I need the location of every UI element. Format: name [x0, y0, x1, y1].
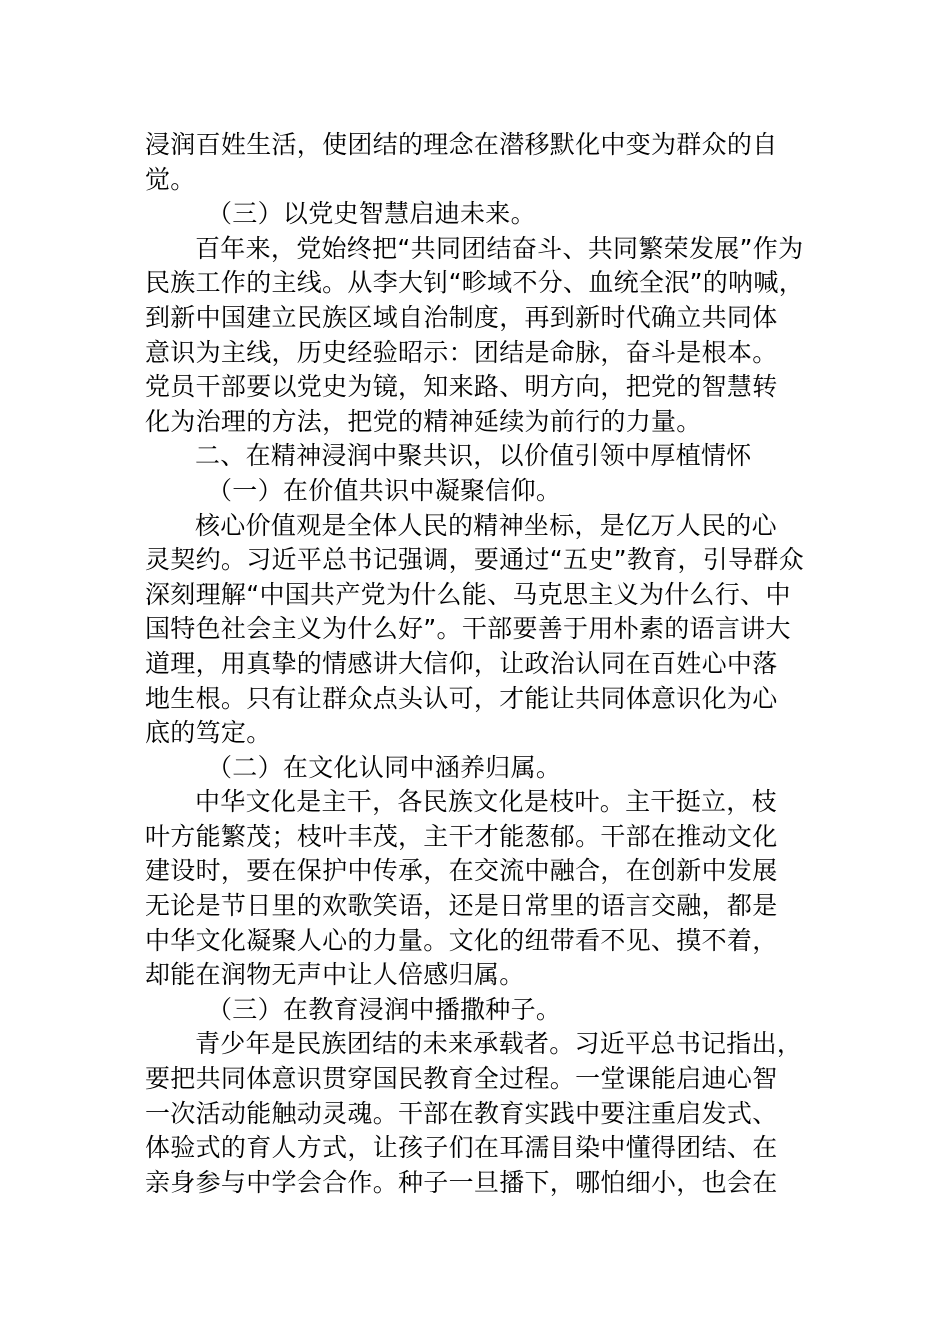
paragraph-line: 叶方能繁茂；枝叶丰茂，主干才能葱郁。干部在推动文化	[145, 821, 778, 851]
paragraph-line: 党员干部要以党史为镜，知来路、明方向，把党的智慧转	[145, 372, 778, 402]
paragraph-line: 觉。	[145, 164, 196, 194]
paragraph-line: 化为治理的方法，把党的精神延续为前行的力量。	[145, 406, 702, 436]
paragraph-line: 到新中国建立民族区域自治制度，再到新时代确立共同体	[145, 302, 778, 332]
paragraph-line: 体验式的育人方式，让孩子们在耳濡目染中懂得团结、在	[145, 1133, 778, 1163]
paragraph-line: 一次活动能触动灵魂。干部在教育实践中要注重启发式、	[145, 1098, 778, 1128]
paragraph-line: 深刻理解“中国共产党为什么能、马克思主义为什么行、中	[145, 579, 791, 609]
paragraph-line: 青少年是民族团结的未来承载者。习近平总书记指出，	[195, 1029, 803, 1059]
paragraph-line: 民族工作的主线。从李大钊“畛域不分、血统全泯”的呐喊，	[145, 268, 805, 298]
paragraph-line: 国特色社会主义为什么好”。干部要善于用朴素的语言讲大	[145, 614, 791, 644]
paragraph-line: 中华文化凝聚人心的力量。文化的纽带看不见、摸不着，	[145, 925, 778, 955]
paragraph-line: 底的笃定。	[145, 718, 272, 748]
paragraph-line: 道理，用真挚的情感讲大信仰，让政治认同在百姓心中落	[145, 648, 778, 678]
paragraph-line: 灵契约。习近平总书记强调，要通过“五史”教育，引导群众	[145, 545, 805, 575]
paragraph-line: 意识为主线，历史经验昭示：团结是命脉，奋斗是根本。	[145, 337, 778, 367]
subsection-heading: （二）在文化认同中涵养归属。	[207, 752, 562, 782]
paragraph-line: 地生根。只有让群众点头认可，才能让共同体意识化为心	[145, 683, 778, 713]
paragraph-line: 百年来，党始终把“共同团结奋斗、共同繁荣发展”作为	[195, 233, 804, 263]
paragraph-line: 亲身参与中学会合作。种子一旦播下，哪怕细小，也会在	[145, 1167, 778, 1197]
paragraph-line: 核心价值观是全体人民的精神坐标，是亿万人民的心	[195, 510, 777, 540]
section-heading: 二、在精神浸润中聚共识，以价值引领中厚植情怀	[195, 441, 752, 471]
paragraph-line: 建设时，要在保护中传承，在交流中融合，在创新中发展	[145, 856, 778, 886]
paragraph-line: 浸润百姓生活，使团结的理念在潜移默化中变为群众的自	[145, 130, 778, 159]
subsection-heading: （三）以党史智慧启迪未来。	[207, 199, 536, 229]
subsection-heading: （一）在价值共识中凝聚信仰。	[207, 475, 562, 505]
paragraph-line: 无论是节日里的欢歌笑语，还是日常里的语言交融，都是	[145, 891, 778, 921]
document-body	[145, 128, 825, 1200]
paragraph-line: 却能在润物无声中让人倍感归属。	[145, 960, 525, 990]
paragraph-line: 要把共同体意识贯穿国民教育全过程。一堂课能启迪心智	[145, 1064, 778, 1094]
subsection-heading: （三）在教育浸润中播撒种子。	[207, 994, 562, 1024]
paragraph-line: 中华文化是主干，各民族文化是枝叶。主干挺立，枝	[195, 787, 777, 817]
